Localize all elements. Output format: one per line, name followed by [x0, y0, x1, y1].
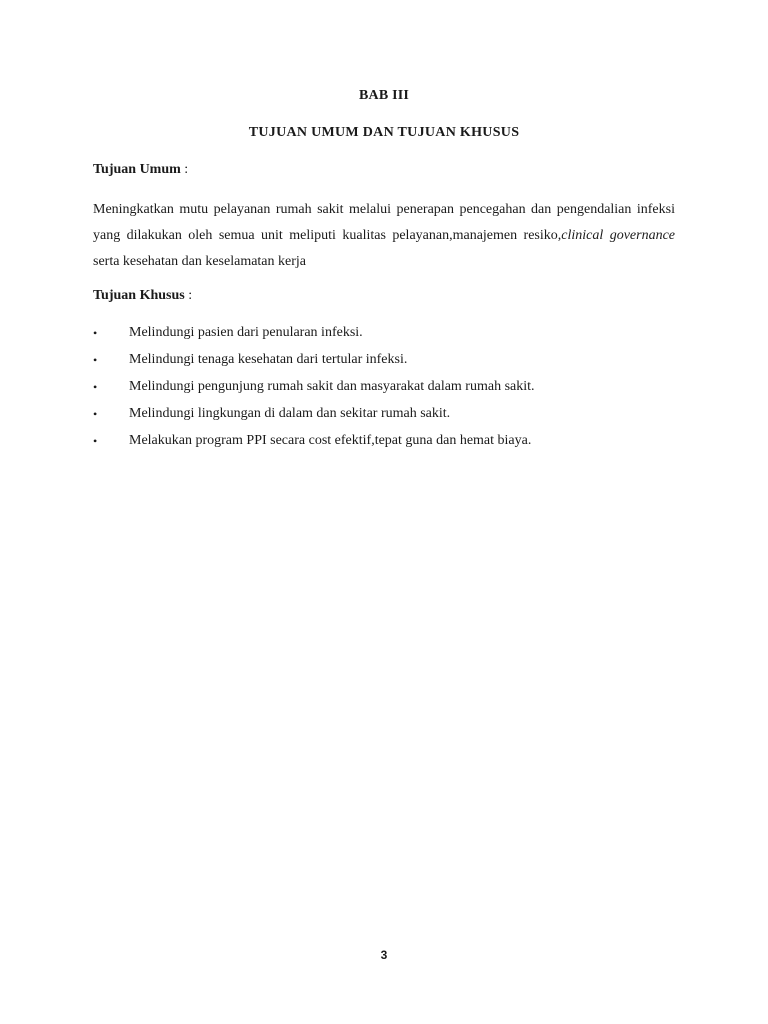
bullet-icon: • — [93, 326, 98, 340]
general-goal-heading — [93, 162, 188, 178]
list-item-text: Melakukan program PPI secara cost efektif,tepat guna dan hemat biaya. — [129, 433, 532, 448]
general-goal-separator: : — [180, 162, 189, 177]
paragraph-text-start: Meningkatkan mutu pelayanan rumah sakit melalui penerapan pencegahan dan pengendalian infeksi yang dilakukan oleh semua unit meliputi kualitas pelayanan,manajemen resiko, — [93, 202, 675, 243]
specific-goal-heading — [93, 288, 192, 304]
bullet-icon: • — [93, 407, 98, 421]
page-title: TUJUAN UMUM DAN TUJUAN KHUSUS — [248, 125, 520, 140]
specific-goal-separator: : — [184, 288, 193, 303]
paragraph-text-end: serta kesehatan dan keselamatan kerja — [93, 254, 307, 269]
list-item-text: Melindungi lingkungan di dalam dan sekitar rumah sakit. — [129, 406, 451, 421]
paragraph-italic-term: clinical governance — [561, 228, 675, 243]
list-item-text: Melindungi pasien dari penularan infeksi. — [129, 325, 363, 340]
bullet-icon: • — [93, 434, 98, 448]
general-goal-label: Tujuan Umum — [93, 162, 181, 177]
list-item — [93, 377, 693, 404]
specific-goal-label: Tujuan Khusus — [93, 288, 185, 303]
chapter-heading: BAB III — [358, 88, 410, 103]
specific-goal-list — [93, 323, 693, 458]
list-item-text: Melindungi pengunjung rumah sakit dan masyarakat dalam rumah sakit. — [129, 379, 535, 394]
list-item-text: Melindungi tenaga kesehatan dari tertular infeksi. — [129, 352, 408, 367]
list-item — [93, 404, 693, 431]
page-number: 3 — [380, 948, 388, 962]
bullet-icon: • — [93, 380, 98, 394]
general-goal-paragraph — [93, 197, 675, 275]
bullet-icon: • — [93, 353, 98, 367]
list-item — [93, 431, 693, 458]
list-item — [93, 350, 693, 377]
list-item — [93, 323, 693, 350]
